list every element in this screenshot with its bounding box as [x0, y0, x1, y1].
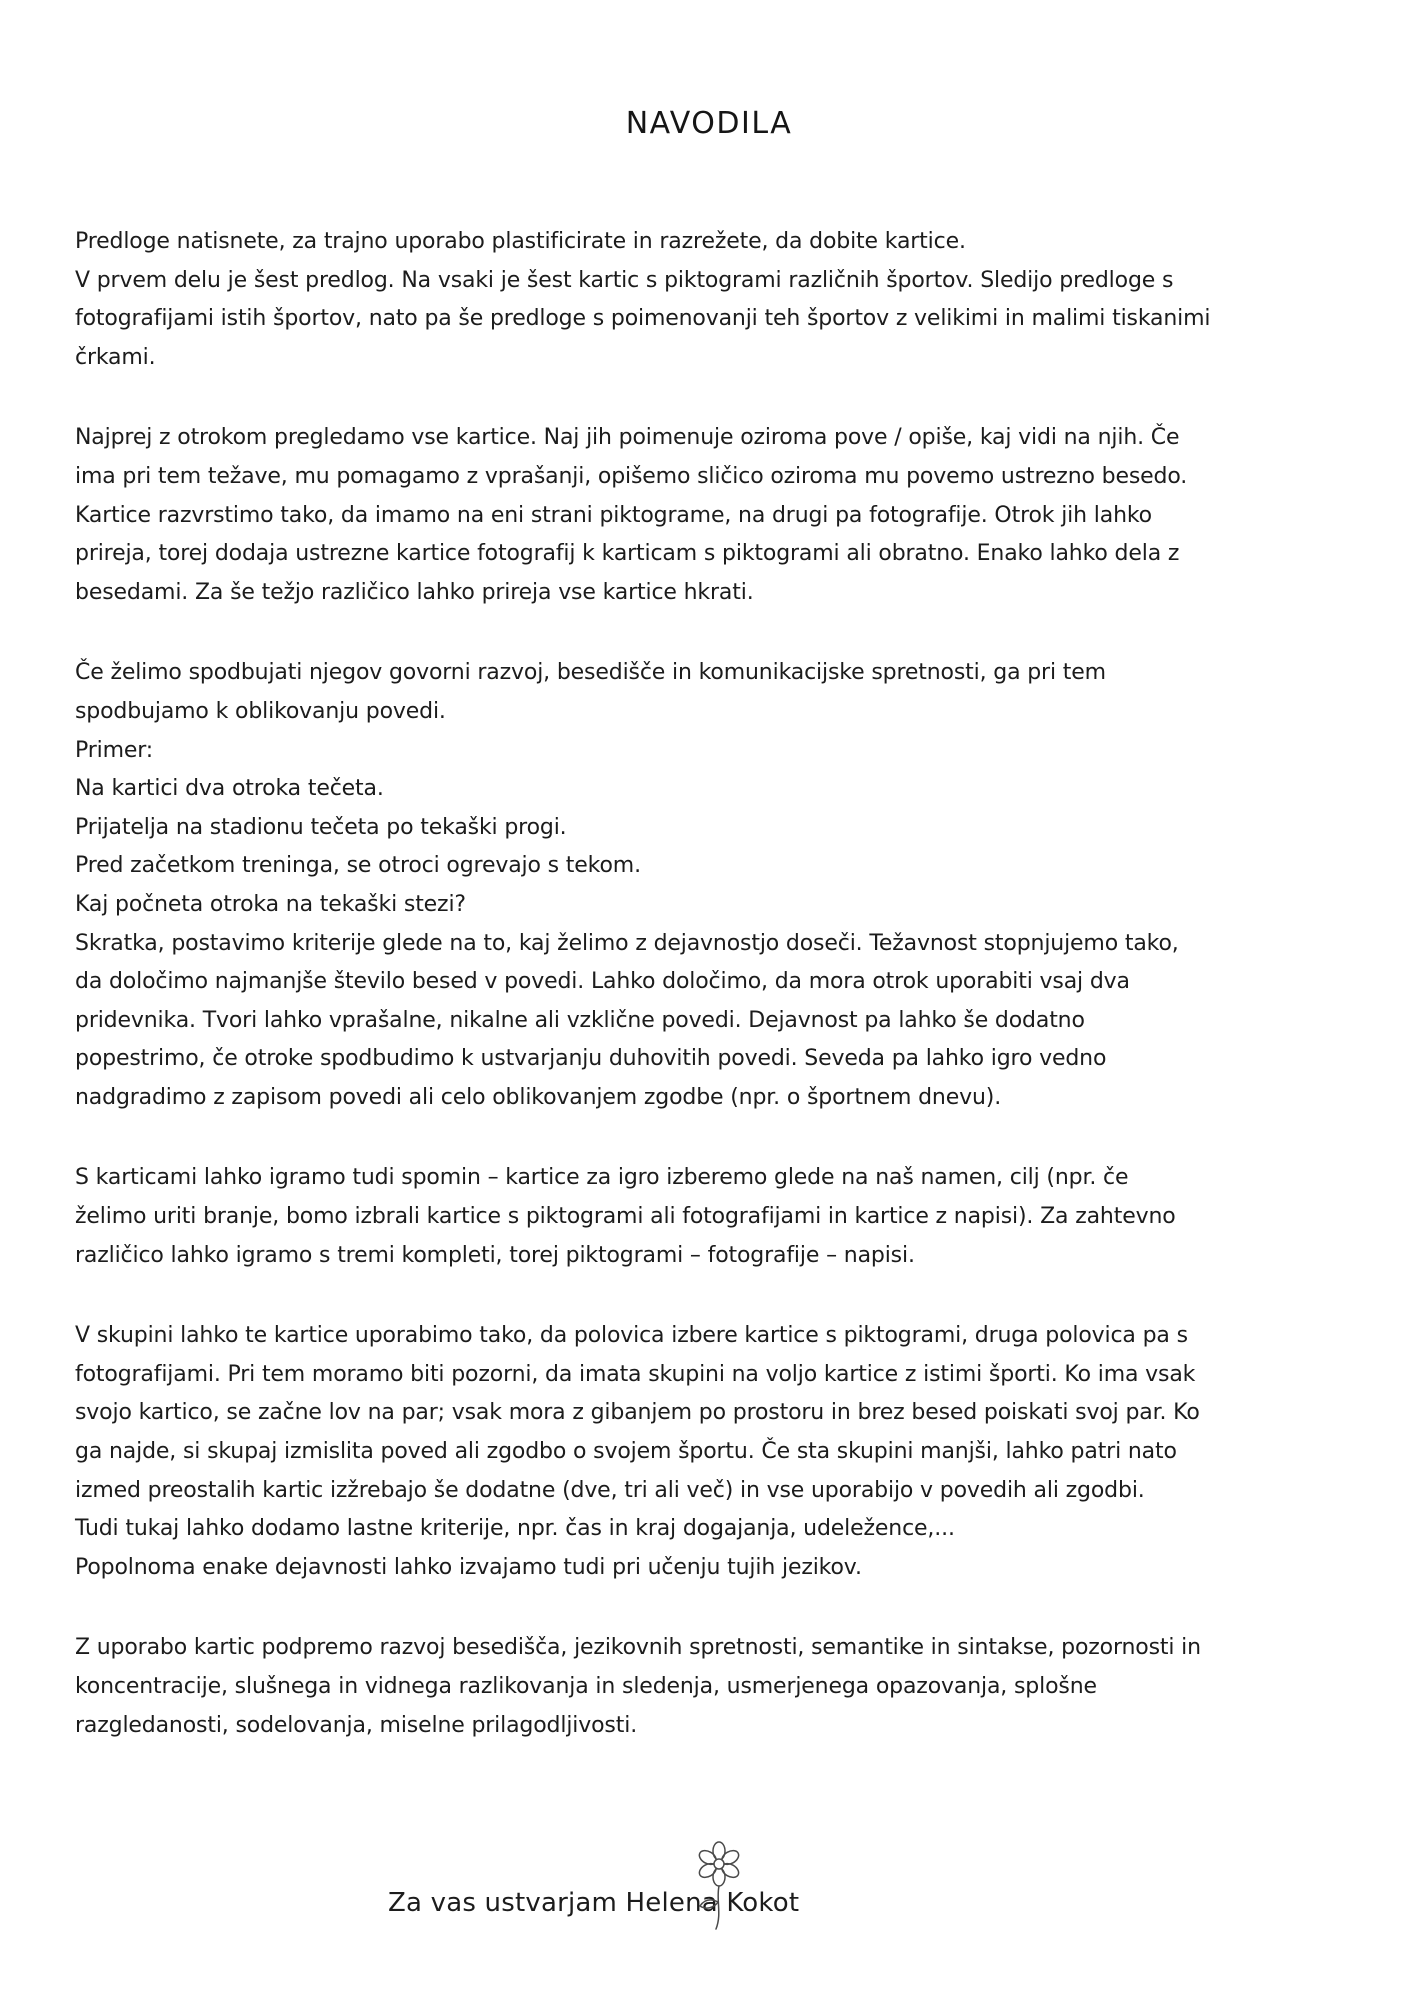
text-line: nadgradimo z zapisom povedi ali celo oblikovanjem zgodbe (npr. o športnem dnevu). — [75, 1084, 1002, 1110]
text-line: ga najde, si skupaj izmislita poved ali zgodbo o svojem športu. Če sta skupini manjši, lahko patri nato — [75, 1439, 1177, 1465]
paragraph-group-activity — [75, 1317, 1343, 1587]
text-line: Tudi tukaj lahko dodamo lastne kriterije, npr. čas in kraj dogajanja, udeležence,... — [75, 1516, 955, 1542]
text-line: želimo uriti branje, bomo izbrali kartice s piktogrami ali fotografijami in kartice z napisi). Za zahtevno — [75, 1204, 1176, 1230]
text-line: črkami. — [75, 344, 156, 370]
text-line: Predloge natisnete, za trajno uporabo plastificirate in razrežete, da dobite kartice. — [75, 229, 966, 254]
text-line: Z uporabo kartic podpremo razvoj besedišča, jezikovnih spretnosti, semantike in sintakse, pozornosti in — [75, 1635, 1201, 1661]
text-line: Primer: — [75, 737, 154, 763]
text-line: Na kartici dva otroka tečeta. — [75, 776, 384, 802]
text-line: Kartice razvrstimo tako, da imamo na eni strani piktograme, na drugi pa fotografije. Otrok jih lahko — [75, 502, 1152, 528]
text-line: različico lahko igramo s tremi kompleti, torej piktogrami – fotografije – napisi. — [75, 1242, 915, 1268]
text-line: prireja, torej dodaja ustrezne kartice fotografij k karticam s piktogrami ali obratno. Enako lahko dela z — [75, 541, 1180, 567]
flower-doodle-icon — [690, 1840, 748, 1932]
paragraph-memory-game — [75, 1159, 1343, 1275]
text-line: pridevnika. Tvori lahko vprašalne, nikalne ali vzklične povedi. Dejavnost pa lahko še dodatno — [75, 1007, 1085, 1033]
page-title: NAVODILA — [625, 106, 793, 141]
text-line: Popolnoma enake dejavnosti lahko izvajamo tudi pri učenju tujih jezikov. — [75, 1554, 862, 1580]
text-line: fotografijami istih športov, nato pa še predloge s poimenovanji teh športov z velikimi in malimi tiskanimi — [75, 306, 1211, 332]
text-line: V prvem delu je šest predlog. Na vsaki je šest kartic s piktogrami različnih športov. Sledijo predloge s — [75, 267, 1174, 293]
text-line: da določimo najmanjše število besed v povedi. Lahko določimo, da mora otrok uporabiti vsaj dva — [75, 969, 1130, 995]
text-line: popestrimo, če otroke spodbudimo k ustvarjanju duhovitih povedi. Seveda pa lahko igro vedno — [75, 1046, 1107, 1072]
text-line: Prijatelja na stadionu tečeta po tekaški progi. — [75, 814, 567, 840]
text-line: besedami. Za še težjo različico lahko prireja vse kartice hkrati. — [75, 579, 754, 605]
text-line: Če želimo spodbujati njegov govorni razvoj, besedišče in komunikacijske spretnosti, ga pri tem — [75, 660, 1106, 686]
text-line: spodbujamo k oblikovanju povedi. — [75, 698, 446, 724]
text-line: koncentracije, slušnega in vidnega razlikovanja in sledenja, usmerjenega opazovanja, splošne — [75, 1674, 1097, 1699]
text-line: V skupini lahko te kartice uporabimo tako, da polovica izbere kartice s piktogrami, druga polovica pa s — [75, 1323, 1188, 1349]
text-line: fotografijami. Pri tem moramo biti pozorni, da imata skupini na voljo kartice z istimi športi. Ko ima vsak — [75, 1361, 1196, 1387]
text-line: razgledanosti, sodelovanja, miselne prilagodljivosti. — [75, 1712, 638, 1738]
paragraph-card-review — [75, 419, 1343, 612]
text-line: Kaj počneta otroka na tekaški stezi? — [75, 891, 466, 917]
text-line: S karticami lahko igramo tudi spomin – kartice za igro izberemo glede na naš namen, cilj (npr. če — [75, 1165, 1129, 1191]
paragraph-speech-development — [75, 654, 1343, 1117]
text-line: Pred začetkom treninga, se otroci ogrevajo s tekom. — [75, 853, 641, 879]
text-line: ima pri tem težave, mu pomagamo z vprašanji, opišemo sličico oziroma mu povemo ustrezno besedo. — [75, 463, 1188, 489]
text-line: Skratka, postavimo kriterije glede na to, kaj želimo z dejavnostjo doseči. Težavnost stopnjujemo tako, — [75, 930, 1179, 956]
document-content — [75, 106, 1343, 1787]
text-line: svojo kartico, se začne lov na par; vsak mora z gibanjem po prostoru in brez besed poiskati svoj par. Ko — [75, 1400, 1200, 1426]
text-line: Najprej z otrokom pregledamo vse kartice. Naj jih poimenuje oziroma pove / opiše, kaj vidi na njih. Če — [75, 425, 1180, 451]
text-line: izmed preostalih kartic izžrebajo še dodatne (dve, tri ali več) in vse uporabijo v povedih ali zgodbi. — [75, 1477, 1145, 1503]
paragraph-print-instructions — [75, 223, 1343, 377]
paragraph-benefits — [75, 1629, 1343, 1745]
author-credit: Za vas ustvarjam Helena Kokot — [388, 1888, 800, 1918]
